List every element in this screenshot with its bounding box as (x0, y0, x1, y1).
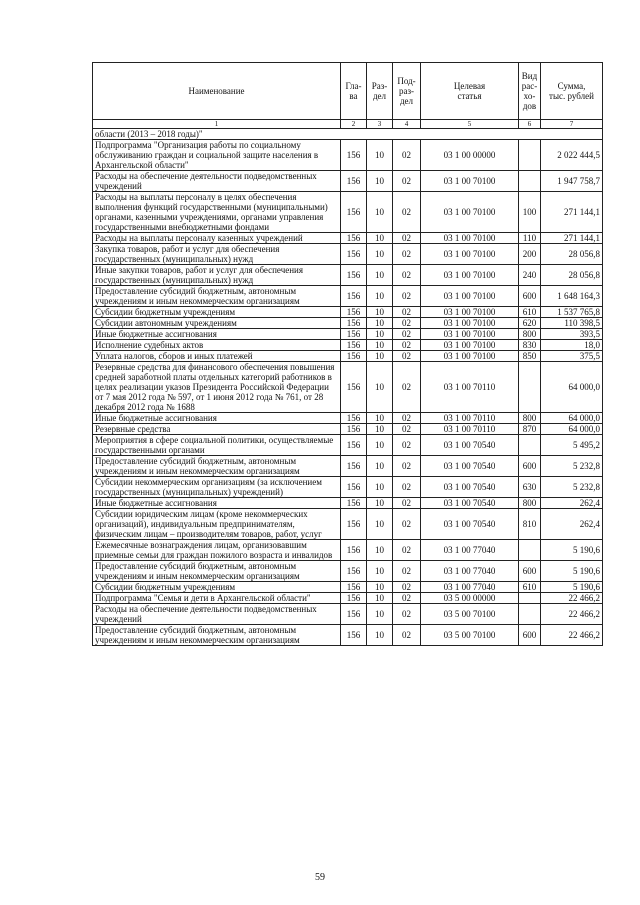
row-name: Подпрограмма "Организация работы по социальному обслуживанию граждан и социальной защите населения в Архангельской области" (93, 140, 341, 171)
row-section: 10 (367, 329, 393, 340)
row-type: 810 (519, 509, 541, 540)
row-name: Иные бюджетные ассигнования (93, 329, 341, 340)
row-type: 600 (519, 625, 541, 646)
row-section: 10 (367, 140, 393, 171)
row-subsection: 02 (393, 307, 421, 318)
row-sum: 110 398,5 (541, 318, 603, 329)
row-name: Иные бюджетные ассигнования (93, 413, 341, 424)
header-sum (541, 63, 603, 120)
row-chapter: 156 (341, 509, 367, 540)
row-chapter: 156 (341, 413, 367, 424)
row-sum: 64 000,0 (541, 362, 603, 413)
column-number: 6 (519, 120, 541, 129)
row-subsection: 02 (393, 435, 421, 456)
row-target: 03 1 00 70100 (421, 192, 519, 233)
row-chapter: 156 (341, 561, 367, 582)
table-row (93, 582, 603, 593)
row-sum: 22 466,2 (541, 604, 603, 625)
row-subsection: 02 (393, 329, 421, 340)
row-name: Резервные средства (93, 424, 341, 435)
row-name: Субсидии некоммерческим организациям (за исключением государственных (муниципальных) учреждений) (93, 477, 341, 498)
row-target: 03 1 00 70540 (421, 456, 519, 477)
table-row (93, 509, 603, 540)
row-target: 03 1 00 70100 (421, 286, 519, 307)
table-row (93, 561, 603, 582)
row-chapter: 156 (341, 477, 367, 498)
header-type-text: Вид рас- хо- дов (521, 71, 538, 111)
row-chapter: 156 (341, 362, 367, 413)
row-target: 03 1 00 77040 (421, 561, 519, 582)
row-sum: 28 056,8 (541, 265, 603, 286)
row-chapter: 156 (341, 265, 367, 286)
row-name: Мероприятия в сфере социальной политики, осуществляемые государственными органами (93, 435, 341, 456)
row-chapter: 156 (341, 318, 367, 329)
row-chapter: 156 (341, 435, 367, 456)
row-subsection: 02 (393, 540, 421, 561)
header-subsection-text: Под- раз- дел (397, 76, 416, 106)
row-subsection: 02 (393, 625, 421, 646)
row-type: 600 (519, 561, 541, 582)
row-subsection: 02 (393, 171, 421, 192)
table-row (93, 286, 603, 307)
row-type: 100 (519, 192, 541, 233)
column-number: 7 (541, 120, 603, 129)
row-chapter: 156 (341, 498, 367, 509)
row-target: 03 1 00 70540 (421, 477, 519, 498)
row-subsection: 02 (393, 582, 421, 593)
continuation-text: области (2013 – 2018 годы)" (93, 129, 603, 140)
row-section: 10 (367, 340, 393, 351)
row-section: 10 (367, 540, 393, 561)
row-name: Субсидии бюджетным учреждениям (93, 307, 341, 318)
row-sum: 2 022 444,5 (541, 140, 603, 171)
header-subsection (393, 63, 421, 120)
row-chapter: 156 (341, 340, 367, 351)
row-section: 10 (367, 286, 393, 307)
row-section: 10 (367, 351, 393, 362)
table-body (93, 129, 603, 646)
row-chapter: 156 (341, 244, 367, 265)
row-sum: 22 466,2 (541, 593, 603, 604)
row-type (519, 171, 541, 192)
row-sum: 271 144,1 (541, 233, 603, 244)
table-row (93, 329, 603, 340)
header-target-text: Целевая статья (453, 81, 486, 101)
table-row (93, 625, 603, 646)
row-chapter: 156 (341, 582, 367, 593)
row-name: Уплата налогов, сборов и иных платежей (93, 351, 341, 362)
row-name: Расходы на выплаты персоналу в целях обеспечения выполнения функций государственными (муниципальными) органами, казенными учреждениями, органами управления государственными внебюджетными фондами (93, 192, 341, 233)
row-subsection: 02 (393, 318, 421, 329)
row-sum: 64 000,0 (541, 424, 603, 435)
row-chapter: 156 (341, 329, 367, 340)
header-chapter-text: Гла- ва (345, 81, 362, 101)
row-chapter: 156 (341, 286, 367, 307)
table-row (93, 171, 603, 192)
header-section (367, 63, 393, 120)
header-type (519, 63, 541, 120)
row-sum: 1 537 765,8 (541, 307, 603, 318)
row-target: 03 1 00 70100 (421, 340, 519, 351)
row-subsection: 02 (393, 604, 421, 625)
header-name: Наименование (93, 63, 341, 120)
row-name: Расходы на выплаты персоналу казенных учреждений (93, 233, 341, 244)
row-target: 03 5 00 70100 (421, 604, 519, 625)
header-sum-text: Сумма, тыс. рублей (549, 81, 594, 101)
row-section: 10 (367, 362, 393, 413)
row-subsection: 02 (393, 509, 421, 540)
row-target: 03 1 00 70100 (421, 318, 519, 329)
row-sum: 28 056,8 (541, 244, 603, 265)
row-chapter: 156 (341, 540, 367, 561)
row-section: 10 (367, 593, 393, 604)
row-target: 03 5 00 00000 (421, 593, 519, 604)
row-name: Предоставление субсидий бюджетным, автономным учреждениям и иным некоммерческим организациям (93, 561, 341, 582)
row-subsection: 02 (393, 456, 421, 477)
column-number: 4 (393, 120, 421, 129)
row-sum: 262,4 (541, 498, 603, 509)
row-sum: 262,4 (541, 509, 603, 540)
row-sum: 22 466,2 (541, 625, 603, 646)
row-type (519, 362, 541, 413)
row-target: 03 1 00 70110 (421, 362, 519, 413)
row-name: Ежемесячные вознаграждения лицам, организовавшим приемные семьи для граждан пожилого возраста и инвалидов (93, 540, 341, 561)
row-name: Предоставление субсидий бюджетным, автономным учреждениям и иным некоммерческим организациям (93, 456, 341, 477)
row-sum: 393,5 (541, 329, 603, 340)
row-chapter: 156 (341, 171, 367, 192)
row-name: Подпрограмма "Семья и дети в Архангельской области" (93, 593, 341, 604)
row-type: 800 (519, 329, 541, 340)
row-subsection: 02 (393, 140, 421, 171)
row-chapter: 156 (341, 593, 367, 604)
row-name: Расходы на обеспечение деятельности подведомственных учреждений (93, 604, 341, 625)
row-target: 03 1 00 70540 (421, 509, 519, 540)
row-subsection: 02 (393, 351, 421, 362)
table-row (93, 244, 603, 265)
table-row (93, 340, 603, 351)
row-type (519, 435, 541, 456)
row-sum: 5 232,8 (541, 456, 603, 477)
row-section: 10 (367, 435, 393, 456)
row-section: 10 (367, 318, 393, 329)
row-target: 03 1 00 70110 (421, 424, 519, 435)
row-target: 03 1 00 70100 (421, 244, 519, 265)
row-sum: 1 648 164,3 (541, 286, 603, 307)
row-chapter: 156 (341, 192, 367, 233)
row-section: 10 (367, 413, 393, 424)
row-name: Иные бюджетные ассигнования (93, 498, 341, 509)
row-type: 110 (519, 233, 541, 244)
table-row (93, 593, 603, 604)
row-section: 10 (367, 171, 393, 192)
row-section: 10 (367, 424, 393, 435)
row-sum: 5 232,8 (541, 477, 603, 498)
row-target: 03 1 00 70110 (421, 413, 519, 424)
row-subsection: 02 (393, 286, 421, 307)
row-chapter: 156 (341, 233, 367, 244)
row-sum: 5 190,6 (541, 561, 603, 582)
row-target: 03 1 00 70100 (421, 329, 519, 340)
row-type: 610 (519, 307, 541, 318)
row-chapter: 156 (341, 351, 367, 362)
row-chapter: 156 (341, 307, 367, 318)
header-target (421, 63, 519, 120)
row-section: 10 (367, 233, 393, 244)
row-type: 610 (519, 582, 541, 593)
row-section: 10 (367, 456, 393, 477)
row-section: 10 (367, 582, 393, 593)
column-number-row (93, 120, 603, 129)
row-type: 600 (519, 286, 541, 307)
row-section: 10 (367, 625, 393, 646)
row-type: 600 (519, 456, 541, 477)
table-row (93, 351, 603, 362)
row-name: Предоставление субсидий бюджетным, автономным учреждениям и иным некоммерческим организациям (93, 286, 341, 307)
row-section: 10 (367, 192, 393, 233)
row-subsection: 02 (393, 192, 421, 233)
row-sum: 375,5 (541, 351, 603, 362)
row-subsection: 02 (393, 362, 421, 413)
continuation-row (93, 129, 603, 140)
row-section: 10 (367, 477, 393, 498)
row-subsection: 02 (393, 593, 421, 604)
row-name: Исполнение судебных актов (93, 340, 341, 351)
row-chapter: 156 (341, 604, 367, 625)
row-sum: 5 495,2 (541, 435, 603, 456)
row-type (519, 140, 541, 171)
row-target: 03 1 00 00000 (421, 140, 519, 171)
row-section: 10 (367, 265, 393, 286)
row-target: 03 1 00 70100 (421, 171, 519, 192)
row-subsection: 02 (393, 477, 421, 498)
row-name: Субсидии юридическим лицам (кроме некоммерческих организаций), индивидуальным предпринимателям, физическим лицам – производителям товаров, работ, услуг (93, 509, 341, 540)
row-chapter: 156 (341, 424, 367, 435)
row-target: 03 1 00 70100 (421, 307, 519, 318)
row-sum: 5 190,6 (541, 582, 603, 593)
row-type: 200 (519, 244, 541, 265)
row-subsection: 02 (393, 498, 421, 509)
row-type: 870 (519, 424, 541, 435)
row-section: 10 (367, 244, 393, 265)
table-row (93, 435, 603, 456)
row-subsection: 02 (393, 413, 421, 424)
table-row (93, 192, 603, 233)
row-sum: 64 000,0 (541, 413, 603, 424)
row-target: 03 1 00 70100 (421, 265, 519, 286)
column-number: 1 (93, 120, 341, 129)
row-sum: 1 947 758,7 (541, 171, 603, 192)
row-subsection: 02 (393, 265, 421, 286)
budget-table (92, 62, 603, 646)
row-target: 03 1 00 70540 (421, 498, 519, 509)
table-row (93, 265, 603, 286)
row-section: 10 (367, 561, 393, 582)
row-type: 800 (519, 413, 541, 424)
column-number: 3 (367, 120, 393, 129)
row-type: 830 (519, 340, 541, 351)
table-row (93, 424, 603, 435)
row-name: Резервные средства для финансового обеспечения повышения средней заработной платы отдельных категорий работников в целях реализации указов Президента Российской Федерации от 7 мая 2012 года № 597, от 1 июня 2012 года № 761, от 28 декабря 2012 года № 1688 (93, 362, 341, 413)
table-row (93, 498, 603, 509)
row-name: Субсидии бюджетным учреждениям (93, 582, 341, 593)
row-subsection: 02 (393, 340, 421, 351)
row-name: Закупка товаров, работ и услуг для обеспечения государственных (муниципальных) нужд (93, 244, 341, 265)
row-subsection: 02 (393, 561, 421, 582)
table-row (93, 362, 603, 413)
column-number: 5 (421, 120, 519, 129)
row-name: Расходы на обеспечение деятельности подведомственных учреждений (93, 171, 341, 192)
page-number: 59 (315, 872, 325, 883)
row-sum: 18,0 (541, 340, 603, 351)
row-sum: 271 144,1 (541, 192, 603, 233)
table-row (93, 540, 603, 561)
row-type: 850 (519, 351, 541, 362)
row-target: 03 1 00 70100 (421, 233, 519, 244)
row-type (519, 540, 541, 561)
row-chapter: 156 (341, 140, 367, 171)
table-row (93, 140, 603, 171)
row-target: 03 1 00 70100 (421, 351, 519, 362)
row-chapter: 156 (341, 625, 367, 646)
row-target: 03 1 00 77040 (421, 540, 519, 561)
header-section-text: Раз- дел (371, 81, 388, 101)
header-chapter (341, 63, 367, 120)
row-target: 03 5 00 70100 (421, 625, 519, 646)
table-row (93, 456, 603, 477)
row-target: 03 1 00 77040 (421, 582, 519, 593)
row-subsection: 02 (393, 233, 421, 244)
row-subsection: 02 (393, 424, 421, 435)
row-section: 10 (367, 498, 393, 509)
table-row (93, 413, 603, 424)
table-header-row (93, 63, 603, 120)
row-section: 10 (367, 509, 393, 540)
row-section: 10 (367, 307, 393, 318)
row-target: 03 1 00 70540 (421, 435, 519, 456)
row-type: 630 (519, 477, 541, 498)
row-section: 10 (367, 604, 393, 625)
table-row (93, 604, 603, 625)
row-chapter: 156 (341, 456, 367, 477)
row-type (519, 593, 541, 604)
row-name: Иные закупки товаров, работ и услуг для обеспечения государственных (муниципальных) нужд (93, 265, 341, 286)
table-row (93, 477, 603, 498)
row-type: 240 (519, 265, 541, 286)
row-name: Предоставление субсидий бюджетным, автономным учреждениям и иным некоммерческим организациям (93, 625, 341, 646)
row-type: 620 (519, 318, 541, 329)
row-name: Субсидии автономным учреждениям (93, 318, 341, 329)
row-sum: 5 190,6 (541, 540, 603, 561)
row-type (519, 604, 541, 625)
row-subsection: 02 (393, 244, 421, 265)
table-row (93, 233, 603, 244)
column-number: 2 (341, 120, 367, 129)
table-row (93, 318, 603, 329)
row-type: 800 (519, 498, 541, 509)
table-row (93, 307, 603, 318)
